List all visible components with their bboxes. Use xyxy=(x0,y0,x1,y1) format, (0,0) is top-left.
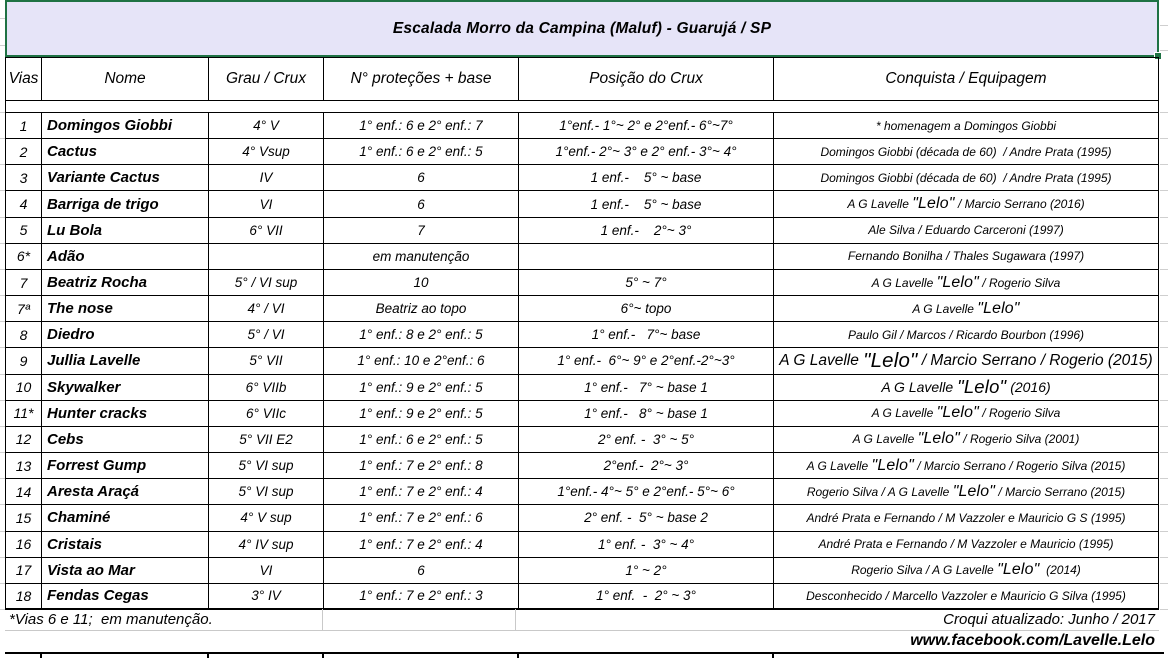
cell-conquista[interactable]: A G Lavelle "Lelo" / Marcio Serrano / Rogerio Silva (2015) xyxy=(773,453,1158,478)
cell-conquista[interactable]: A G Lavelle "Lelo" / Marcio Serrano (2016) xyxy=(773,191,1158,216)
cell-conquista[interactable]: Fernando Bonilha / Thales Sugawara (1997) xyxy=(773,244,1158,269)
cell-posicao[interactable]: 2°enf.- 2°~ 3° xyxy=(518,453,773,478)
cell-grau-crux[interactable]: 3° IV xyxy=(208,584,323,608)
cell-posicao[interactable] xyxy=(518,244,773,269)
gridline-tick xyxy=(0,400,5,401)
header-grau-crux[interactable]: Grau / Crux xyxy=(208,58,323,100)
table-row xyxy=(6,113,1158,139)
cell-nome[interactable]: Barriga de trigo xyxy=(41,191,208,216)
cell-vias[interactable]: 11* xyxy=(13,405,34,422)
gridline-tick xyxy=(0,45,5,46)
cell-nome[interactable]: Cristais xyxy=(41,532,208,557)
cell-grau-crux[interactable]: 5° / VI sup xyxy=(208,270,323,295)
table-row xyxy=(6,296,1158,322)
cell-grau-crux[interactable]: VI xyxy=(208,191,323,216)
gridline-tick xyxy=(1160,426,1168,427)
column-border-stub xyxy=(40,654,42,658)
cell-protecoes[interactable]: 1° enf.: 10 e 2°enf.: 6 xyxy=(323,348,518,373)
cell-conquista[interactable]: Domingos Giobbi (década de 60) / Andre Prata (1995) xyxy=(773,139,1158,164)
cell-conquista[interactable]: Rogerio Silva / A G Lavelle "Lelo" (2014) xyxy=(773,558,1158,583)
cell-nome[interactable]: Domingos Giobbi xyxy=(41,113,208,138)
cell-grau-crux[interactable]: VI xyxy=(208,558,323,583)
table-row xyxy=(6,401,1158,427)
gridline-tick xyxy=(1160,583,1168,584)
table-row xyxy=(6,322,1158,348)
cell-posicao[interactable]: 1° enf. - 2° ~ 3° xyxy=(518,584,773,608)
cell-protecoes[interactable]: 1° enf.: 6 e 2° enf.: 5 xyxy=(323,139,518,164)
cell-posicao[interactable]: 1° ~ 2° xyxy=(518,558,773,583)
table-row xyxy=(6,584,1158,610)
gridline-tick xyxy=(0,609,5,610)
cell-vias[interactable]: 5 xyxy=(19,222,28,239)
cell-conquista[interactable]: André Prata e Fernando / M Vazzoler e Mauricio G S (1995) xyxy=(773,505,1158,530)
cell-protecoes[interactable]: 6 xyxy=(323,165,518,190)
gridline-tick xyxy=(0,321,5,322)
gridline-tick xyxy=(1160,217,1168,218)
header-conquista[interactable]: Conquista / Equipagem xyxy=(773,58,1158,100)
gridline-tick xyxy=(0,295,5,296)
cell-vias[interactable]: 12 xyxy=(15,431,32,448)
footnote-maintenance[interactable]: *Vias 6 e 11; em manutenção. xyxy=(9,611,213,628)
cell-protecoes[interactable]: em manutenção xyxy=(323,244,518,269)
cell-conquista[interactable]: Ale Silva / Eduardo Carceroni (1997) xyxy=(773,218,1158,243)
gridline-tick xyxy=(1160,374,1168,375)
cell-conquista[interactable]: Domingos Giobbi (década de 60) / Andre Prata (1995) xyxy=(773,165,1158,190)
header-protecoes[interactable]: N° proteções + base xyxy=(323,58,518,100)
header-vias[interactable]: Vias xyxy=(8,70,39,87)
table-header-row xyxy=(5,57,1159,101)
table-row xyxy=(6,191,1158,217)
gridline-tick xyxy=(0,112,5,113)
table-row xyxy=(6,375,1158,401)
table-row xyxy=(6,453,1158,479)
cell-conquista[interactable]: A G Lavelle "Lelo" / Rogerio Silva (2001) xyxy=(773,427,1158,452)
cell-vias[interactable]: 18 xyxy=(15,587,32,604)
column-border-stub xyxy=(772,654,774,658)
cell-grau-crux[interactable]: 5° / VI xyxy=(208,322,323,347)
title-cell[interactable] xyxy=(5,0,1159,57)
cell-vias[interactable]: 3 xyxy=(19,169,28,186)
cell-grau-crux[interactable]: 4° / VI xyxy=(208,296,323,321)
cell-protecoes[interactable]: 1° enf.: 7 e 2° enf.: 3 xyxy=(323,584,518,608)
cell-protecoes[interactable]: 6 xyxy=(323,191,518,216)
cell-posicao[interactable]: 1° enf. - 3° ~ 4° xyxy=(518,532,773,557)
table-row xyxy=(6,427,1158,453)
gridline-tick xyxy=(1160,269,1168,270)
cell-conquista[interactable]: Paulo Gil / Marcos / Ricardo Bourbon (1996) xyxy=(773,322,1158,347)
page-title: Escalada Morro da Campina (Maluf) - Guarujá / SP xyxy=(392,19,772,37)
cell-grau-crux[interactable]: 6° VIIb xyxy=(208,375,323,400)
cell-conquista[interactable]: A G Lavelle "Lelo" / Marcio Serrano / Rogerio (2015) xyxy=(773,348,1158,373)
bottom-border-line xyxy=(5,652,1164,654)
table-row xyxy=(6,558,1158,584)
cell-protecoes[interactable]: 1° enf.: 7 e 2° enf.: 8 xyxy=(323,453,518,478)
cell-vias[interactable]: 9 xyxy=(19,352,28,369)
table-row xyxy=(6,244,1158,270)
gridline-tick xyxy=(1160,112,1168,113)
cell-vias[interactable]: 16 xyxy=(15,536,32,553)
updated-date[interactable]: Croqui atualizado: Junho / 2017 xyxy=(943,611,1155,628)
cell-posicao[interactable]: 5° ~ 7° xyxy=(518,270,773,295)
lelo-highlight: "Lelo" xyxy=(936,273,979,291)
gridline-tick xyxy=(0,374,5,375)
cell-vias[interactable]: 7ª xyxy=(17,300,30,317)
cell-grau-crux[interactable]: IV xyxy=(208,165,323,190)
cell-grau-crux[interactable]: 4° V xyxy=(208,113,323,138)
cell-vias[interactable]: 7 xyxy=(19,274,28,291)
gridline xyxy=(322,609,323,631)
table-body xyxy=(5,112,1159,610)
cell-grau-crux[interactable]: 5° VII xyxy=(208,348,323,373)
cell-nome[interactable]: Hunter cracks xyxy=(41,401,208,426)
cell-posicao[interactable]: 1° enf.- 7°~ base xyxy=(518,322,773,347)
column-border-stub xyxy=(207,654,209,658)
gridline-tick xyxy=(1160,190,1168,191)
gridline-tick xyxy=(0,269,5,270)
lelo-highlight: "Lelo" xyxy=(917,430,960,448)
column-border-stub xyxy=(517,654,519,658)
column-border-stub xyxy=(322,654,324,658)
table-row xyxy=(6,479,1158,505)
cell-nome[interactable]: Aresta Araçá xyxy=(41,479,208,504)
cell-posicao[interactable]: 1°enf.- 1°~ 2° e 2°enf.- 6°~7° xyxy=(518,113,773,138)
cell-protecoes[interactable]: 1° enf.: 7 e 2° enf.: 4 xyxy=(323,532,518,557)
cell-conquista[interactable]: A G Lavelle "Lelo" xyxy=(773,296,1158,321)
cell-nome[interactable]: Fendas Cegas xyxy=(41,584,208,608)
cell-conquista[interactable]: A G Lavelle "Lelo" (2016) xyxy=(773,375,1158,400)
gridline xyxy=(515,609,516,631)
cell-conquista[interactable]: * homenagem a Domingos Giobbi xyxy=(773,113,1158,138)
cell-conquista[interactable]: Desconhecido / Marcello Vazzoler e Mauricio G Silva (1995) xyxy=(773,584,1158,608)
cell-conquista[interactable]: A G Lavelle "Lelo" / Rogerio Silva xyxy=(773,270,1158,295)
cell-grau-crux[interactable]: 5° VI sup xyxy=(208,479,323,504)
cell-posicao[interactable]: 1° enf.- 7° ~ base 1 xyxy=(518,375,773,400)
cell-protecoes[interactable]: 1° enf.: 7 e 2° enf.: 6 xyxy=(323,505,518,530)
gridline-tick xyxy=(1160,243,1168,244)
gridline-tick xyxy=(0,243,5,244)
cell-nome[interactable]: Variante Cactus xyxy=(41,165,208,190)
cell-vias[interactable]: 13 xyxy=(15,457,32,474)
cell-nome[interactable]: Jullia Lavelle xyxy=(41,348,208,373)
table-row xyxy=(6,532,1158,558)
cell-grau-crux[interactable]: 4° Vsup xyxy=(208,139,323,164)
cell-posicao[interactable]: 1° enf.- 8° ~ base 1 xyxy=(518,401,773,426)
cell-grau-crux[interactable] xyxy=(208,244,323,269)
cell-posicao[interactable]: 1° enf.- 6°~ 9° e 2°enf.-2°~3° xyxy=(518,348,773,373)
gridline-tick xyxy=(1160,400,1168,401)
gridline-tick xyxy=(1160,452,1168,453)
gridline-tick xyxy=(1160,138,1168,139)
cell-nome[interactable]: Cebs xyxy=(41,427,208,452)
lelo-highlight: "Lelo" xyxy=(952,482,996,500)
cell-nome[interactable]: Diedro xyxy=(41,322,208,347)
cell-nome[interactable]: Adão xyxy=(41,244,208,269)
spacer-strip xyxy=(5,101,1159,112)
cell-posicao[interactable]: 1 enf.- 2°~ 3° xyxy=(518,218,773,243)
cell-conquista[interactable]: A G Lavelle "Lelo" / Rogerio Silva xyxy=(773,401,1158,426)
gridline-tick xyxy=(1160,478,1168,479)
gridline-tick xyxy=(1160,321,1168,322)
cell-grau-crux[interactable]: 6° VIIc xyxy=(208,401,323,426)
table-row xyxy=(6,139,1158,165)
gridline-tick xyxy=(0,164,5,165)
cell-protecoes[interactable]: 7 xyxy=(323,218,518,243)
table-row xyxy=(6,348,1158,374)
cell-nome[interactable]: Cactus xyxy=(41,139,208,164)
cell-posicao[interactable]: 1°enf.- 4°~ 5° e 2°enf.- 5°~ 6° xyxy=(518,479,773,504)
gridline-tick xyxy=(0,557,5,558)
gridline-tick xyxy=(0,478,5,479)
cell-posicao[interactable]: 2° enf. - 5° ~ base 2 xyxy=(518,505,773,530)
cell-grau-crux[interactable]: 5° VI sup xyxy=(208,453,323,478)
cell-protecoes[interactable]: 6 xyxy=(323,558,518,583)
cell-grau-crux[interactable]: 6° VII xyxy=(208,218,323,243)
lelo-highlight: "Lelo" xyxy=(977,299,1020,317)
cell-protecoes[interactable]: 1° enf.: 6 e 2° enf.: 7 xyxy=(323,113,518,138)
cell-vias[interactable]: 2 xyxy=(19,143,28,160)
header-posicao[interactable]: Posição do Crux xyxy=(518,58,773,100)
gridline-tick xyxy=(0,531,5,532)
gridline-tick xyxy=(0,504,5,505)
cell-posicao[interactable]: 1 enf.- 5° ~ base xyxy=(518,191,773,216)
cell-nome[interactable]: Vista ao Mar xyxy=(41,558,208,583)
gridline-tick xyxy=(1160,531,1168,532)
cell-vias[interactable]: 15 xyxy=(15,509,32,526)
cell-nome[interactable]: Skywalker xyxy=(41,375,208,400)
gridline-tick xyxy=(1160,504,1168,505)
cell-vias[interactable]: 14 xyxy=(15,483,32,500)
lelo-highlight: "Lelo" xyxy=(863,348,918,372)
cell-posicao[interactable]: 1 enf.- 5° ~ base xyxy=(518,165,773,190)
gridline-tick xyxy=(0,583,5,584)
lelo-highlight: "Lelo" xyxy=(997,561,1040,579)
cell-grau-crux[interactable]: 4° V sup xyxy=(208,505,323,530)
cell-conquista[interactable]: André Prata e Fernando / M Vazzoler e Mauricio (1995) xyxy=(773,532,1158,557)
table-row xyxy=(6,218,1158,244)
cell-protecoes[interactable]: 1° enf.: 9 e 2° enf.: 5 xyxy=(323,401,518,426)
lelo-highlight: "Lelo" xyxy=(912,195,955,213)
table-row xyxy=(6,505,1158,531)
gridline-tick xyxy=(1160,50,1168,51)
gridline-tick xyxy=(1160,347,1168,348)
cell-protecoes[interactable]: Beatriz ao topo xyxy=(323,296,518,321)
gridline-tick xyxy=(0,18,5,19)
cell-nome[interactable]: Lu Bola xyxy=(41,218,208,243)
gridline-tick xyxy=(0,452,5,453)
lelo-highlight: "Lelo" xyxy=(871,456,914,474)
cell-nome[interactable]: Beatriz Rocha xyxy=(41,270,208,295)
gridline-tick xyxy=(1160,295,1168,296)
lelo-highlight: "Lelo" xyxy=(957,376,1007,398)
gridline-tick xyxy=(1160,25,1168,26)
gridline-tick xyxy=(0,217,5,218)
cell-vias[interactable]: 4 xyxy=(19,196,28,213)
cell-posicao[interactable]: 2° enf. - 3° ~ 5° xyxy=(518,427,773,452)
cell-nome[interactable]: Forrest Gump xyxy=(41,453,208,478)
cell-conquista[interactable]: Rogerio Silva / A G Lavelle "Lelo" / Marcio Serrano (2015) xyxy=(773,479,1158,504)
cell-posicao[interactable]: 1°enf.- 2°~ 3° e 2° enf.- 3°~ 4° xyxy=(518,139,773,164)
cell-protecoes[interactable]: 10 xyxy=(323,270,518,295)
cell-grau-crux[interactable]: 5° VII E2 xyxy=(208,427,323,452)
cell-vias[interactable]: 10 xyxy=(15,379,32,396)
cell-nome[interactable]: Chaminé xyxy=(41,505,208,530)
gridline-tick xyxy=(1160,609,1168,610)
facebook-url[interactable]: www.facebook.com/Lavelle.Lelo xyxy=(910,632,1155,649)
table-row xyxy=(6,270,1158,296)
gridline-tick xyxy=(0,138,5,139)
cell-vias[interactable]: 1 xyxy=(19,117,28,134)
cell-protecoes[interactable]: 1° enf.: 6 e 2° enf.: 5 xyxy=(323,427,518,452)
header-nome[interactable]: Nome xyxy=(41,58,208,100)
gridline-tick xyxy=(1160,557,1168,558)
cell-protecoes[interactable]: 1° enf.: 7 e 2° enf.: 4 xyxy=(323,479,518,504)
lelo-highlight: "Lelo" xyxy=(936,404,979,422)
cell-vias[interactable]: 8 xyxy=(19,326,28,343)
cell-protecoes[interactable]: 1° enf.: 8 e 2° enf.: 5 xyxy=(323,322,518,347)
cell-protecoes[interactable]: 1° enf.: 9 e 2° enf.: 5 xyxy=(323,375,518,400)
gridline-tick xyxy=(0,347,5,348)
cell-posicao[interactable]: 6°~ topo xyxy=(518,296,773,321)
gridline-tick xyxy=(1160,164,1168,165)
gridline-tick xyxy=(0,190,5,191)
cell-grau-crux[interactable]: 4° IV sup xyxy=(208,532,323,557)
gridline-tick xyxy=(0,426,5,427)
cell-vias[interactable]: 17 xyxy=(15,562,32,579)
table-row xyxy=(6,165,1158,191)
cell-vias[interactable]: 6* xyxy=(16,248,31,265)
cell-nome[interactable]: The nose xyxy=(41,296,208,321)
